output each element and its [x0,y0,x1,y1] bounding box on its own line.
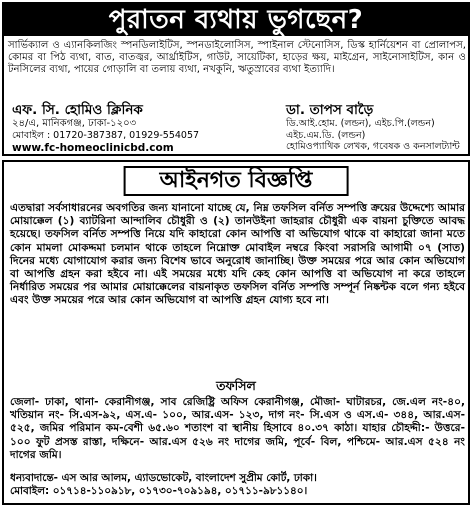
notice-body: এতদ্বারা সর্বসাধারনের অবগতির জন্য যানানো যাচ্ছে যে, নিম্ন তফসিল বর্নিত সম্পত্তি ক্রয়ের উদ্দেশ্যে আমার মোয়াক্কেল (১) ব্যাটরিনা আন্দালিব চৌধুরী ও (২) তানউইনা জাহরার চৌধুরী এক বায়না চুক্তিতে আবদ্ধ হয়েছে। তফসিল বর্নিত সম্পত্তি নিয়ে যদি কাহারো কোন আপত্তি বা অভিযোগ থাকে বা কাহারো জানা মতে কোন মামলা মোকদ্দমা চলমান থাকে তাহলে নিম্নোক্ত মোবাইল নম্বরে কিংবা সরাসরি আগামী ০৭ (সাত) দিনের মধ্যে যোগাযোগ করার জন্য বিশেষ ভাবে অনুরোধ জানাচ্ছি। উক্ত সময়ের পরে আর কোন অভিযোগ বা আপত্তি গ্রহন করা হইবে না। এই সময়ের মধ্যে যদি কেহ কোন আপত্তি বা অভিযোগ না করে তাহলে নির্ধারিত সময়ের পর আমার মোয়াক্কেলের বায়নাকৃত তফসিল বর্নিত সম্পত্তি সম্পূর্ন নিষ্কন্টক বলে গন্য হইবে এবং উক্ত সময়ের পরে আর কোন অভিযোগ বা আপত্তি গ্রহন যোগ্য হবে না। [10,202,465,307]
signature-line: ধন্যবাদান্তে- এস আর আলম, এ্যাডভোকেট, বাংলাদেশ সুপ্রীম কোর্ট, ঢাকা। [10,472,317,484]
clinic-info [12,102,232,155]
signature-block [10,472,465,498]
mobile-line: মোবাইল: ০১৭১৪-১১০৯১৮, ০১৭৩০-৭০৯১৯৪, ০১৭১১-৯৮১১৪০। [10,485,308,498]
clinic-phone: মোবাইল : 01720-387387, 01929-554057 [12,130,200,141]
doctor-info [286,102,468,153]
doctor-description: হোমিওপ্যাথিক লেখক, গবেষক ও কনসালট্যান্ট [286,141,460,152]
legal-notice [2,160,470,505]
doctor-name: ডা. তাপস বাড়ৈ [286,102,374,118]
doctor-qualification-2: এইচ.এম.ডি. (লন্ডন) [286,129,366,141]
schedule-heading: তফসিল [216,378,256,393]
clinic-website: www.fc-homeoclinicbd.com [12,142,174,154]
notice-title: আইনগত বিজ্ঞপ্তি [124,166,349,196]
schedule-body: জেলা- ঢাকা, থানা- কেরানীগঞ্জ, সাব রেজিষ্ট্রি অফিস কেরানীগঞ্জ, মৌজা- ঘাটারচর, জে.এল নং-৪০, খতিয়ান নং- সি.এস-৯২, এস.এ- ১০০, আর.এস- ১২৩, দাগ নং- সি.এস ও এস.এ- ৩৪৪, আর.এস- ৫২৫, জমির পরিমান কম-বেশী ৬৫.৬০ শতাংশ বা স্থানীয় হিসাবে ৪০.৩৭ কাঠা। যাহার চৌহদ্দী:- উত্তরে- ১০০ ফুট প্রসস্ত রাস্তা, দক্ষিনে- আর.এস ৫২৬ নং দাগের জমি, পূর্বে- বিল, পশ্চিমে- আর.এস ৫২৪ নং দাগের জমি। [10,396,465,461]
clinic-name: এফ. সি. হোমিও ক্লিনিক [12,102,143,118]
doctor-qualification-1: ডি.আই.হোম. (লন্ডন), এইচ.পি.(লন্ডন) [286,118,435,129]
ad-headline: পুরাতন ব্যথায় ভুগছেন? [4,4,468,36]
clinic-advertisement [2,2,470,156]
clinic-address: ২৪/এ, মানিকগঞ্জ, ঢাকা-১২০৩ [12,118,137,129]
conditions-list: সার্ভিক্যাল ও এ্যানকিলজিং স্পনডিলাইটিস, স্পনডাইলোসিস, স্পাইনাল স্টেনোসিস, ডিস্ক হার্নিয়েশন বা প্রোলাপস, কোমর বা পিঠ ব্যথা, বাত, বাতজ্বর, আর্থ্রাইটিস, গাউট, সায়েটিকা, হাড়ের ক্ষয়, মাইগ্রেন, সাইনোসাইটিস, কান ও টনসিলের ব্যথা, পায়ের গোড়ালি বা তলায় ব্যথা, নখকুনি, ঋতুস্রাবের ব্যথা ইত্যাদি। [8,40,466,76]
